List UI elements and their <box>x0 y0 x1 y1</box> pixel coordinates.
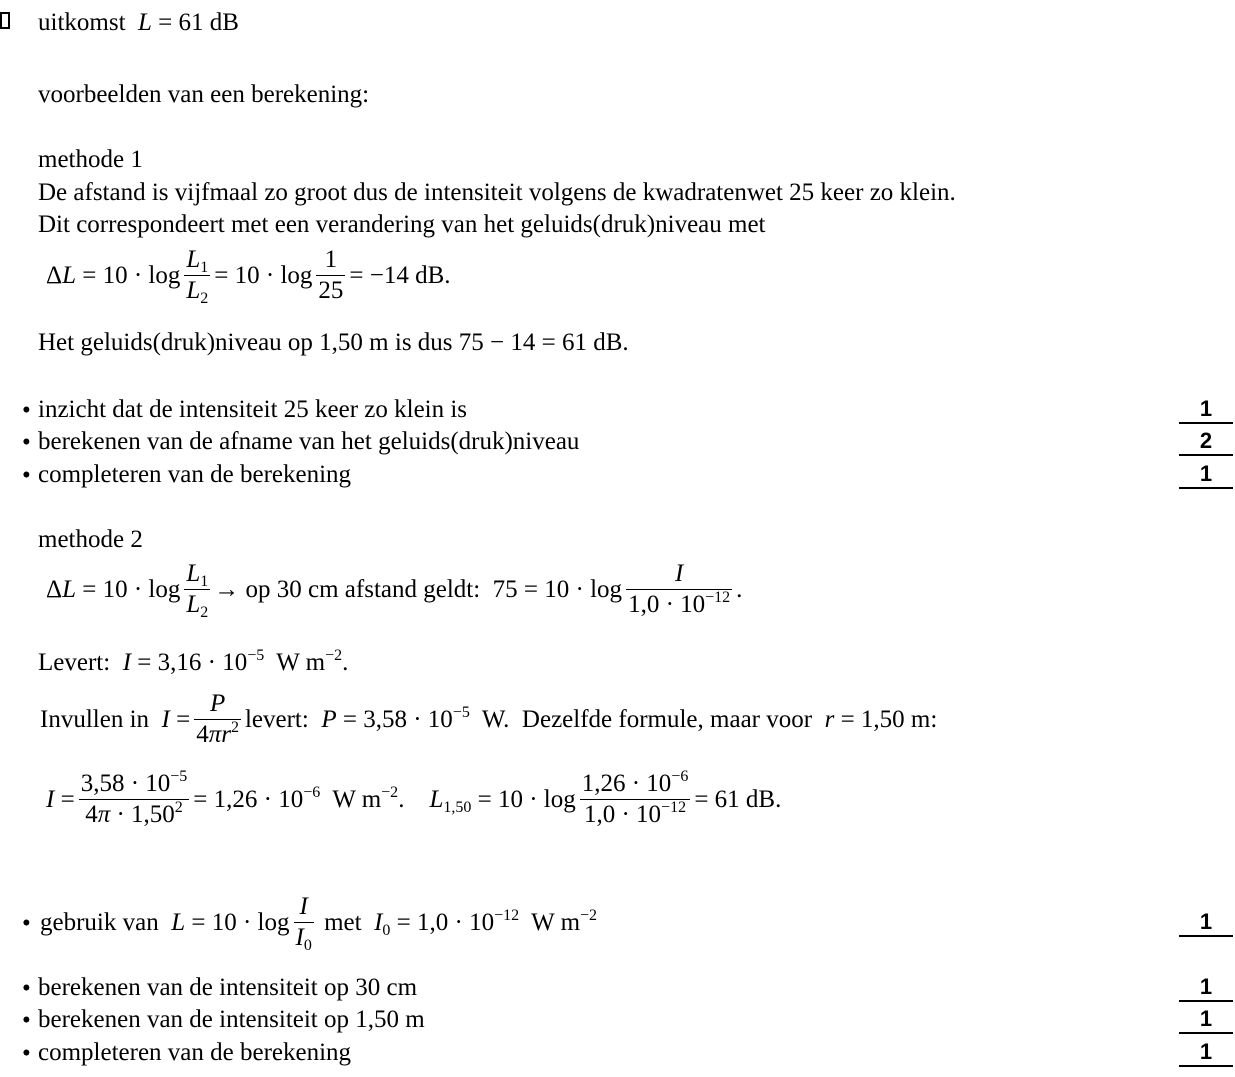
criterion-m1-2: berekenen van de afname van het geluids(druk)niveau <box>38 428 580 455</box>
intro-text: voorbeelden van een berekening: <box>38 81 370 108</box>
uitkomst-label: uitkomst <box>38 9 126 36</box>
score-m2-3: 1 <box>1179 1008 1233 1034</box>
criterion-m2-3: berekenen van de intensiteit op 1,50 m <box>38 1006 425 1033</box>
fraction-i-over-i0: $\frac{I}{I_0}$ <box>295 893 312 954</box>
fraction-l1-l2-m2: $\frac{L_1}{L_2}$ <box>186 560 209 621</box>
criterion-m2-1: gebruik van L = 10 · log $\frac{I}{I_0}$ met $I_0 = 1,0 \cdot 10^{-12}$ W $m^{-2}$ <box>40 893 598 954</box>
method1-line3: Het geluids(druk)niveau op 1,50 m is dus 75 − 14 = 61 dB. <box>38 329 629 356</box>
score-m1-1: 1 <box>1179 398 1233 424</box>
fraction-358-4pi: $\frac{3,58 \cdot 10^{-5}}{4\pi \cdot 1,50^2}$ <box>80 768 188 828</box>
method1-title: methode 1 <box>38 146 143 173</box>
score-m2-1: 1 <box>1179 911 1233 937</box>
method2-title: methode 2 <box>38 526 143 553</box>
checkbox-marker <box>0 12 10 29</box>
fraction-i-i0: $\frac{I}{1,0 \cdot 10^{-12}}$ <box>628 560 731 618</box>
method1-equation: ΔL = 10 · log $\frac{L_1}{L_2}$ = 10 · log $\frac{1}{25}$ = −14 dB. <box>46 246 451 307</box>
score-m2-2: 1 <box>1179 976 1233 1002</box>
score-m1-3: 1 <box>1179 463 1233 489</box>
fraction-1-25: $\frac{1}{25}$ <box>318 246 344 304</box>
method2-equation-2: I = $\frac{3,58 \cdot 10^{-5}}{4\pi \cdot 1,50^2}$ = $1,26 \cdot 10^{-6}$ W $m^{-2}$. $L_{1,50} = 10 \cdot \log$ $\frac{1,26 \cdot 10^{-6}}{1,0 \cdot 10^{-12}}$ = 61 dB. <box>46 768 782 828</box>
score-m2-4: 1 <box>1179 1041 1233 1067</box>
criterion-m1-3: completeren van de berekening <box>38 461 352 488</box>
fraction-p-4pir2: $\frac{P}{4\pi r^2}$ <box>196 690 239 748</box>
uitkomst-line <box>38 10 239 35</box>
criterion-m2-2: berekenen van de intensiteit op 30 cm <box>38 974 418 1001</box>
criterion-m1-1: inzicht dat de intensiteit 25 keer zo klein is <box>38 396 468 423</box>
invullen-line: Invullen in I = $\frac{P}{4\pi r^2}$ levert: $P = 3,58 \cdot 10^{-5}$ W. Dezelfde formule, maar voor r = 1,50 m: <box>40 690 938 748</box>
uitkomst-expression: L = 61 dB <box>138 9 239 36</box>
score-m1-2: 2 <box>1179 430 1233 456</box>
fraction-126-10: $\frac{1,26 \cdot 10^{-6}}{1,0 \cdot 10^{-12}}$ <box>581 768 689 828</box>
fraction-l1-l2: $\frac{L_1}{L_2}$ <box>186 246 209 307</box>
criterion-m2-4: completeren van de berekening <box>38 1039 352 1066</box>
method1-line2: Dit correspondeert met een verandering van het geluids(druk)niveau met <box>38 211 766 238</box>
method2-equation-1: ΔL = 10 · log $\frac{L_1}{L_2}$ → op 30 cm afstand geldt: 75 = 10 · log $\frac{I}{1,0 \cdot 10^{-12}}$ . <box>46 560 743 621</box>
levert-line: Levert: $I = 3,16 \cdot 10^{-5}$ W $m^{-2}$. <box>38 647 349 676</box>
method1-line1: De afstand is vijfmaal zo groot dus de intensiteit volgens de kwadratenwet 25 keer zo klein. <box>38 179 956 206</box>
